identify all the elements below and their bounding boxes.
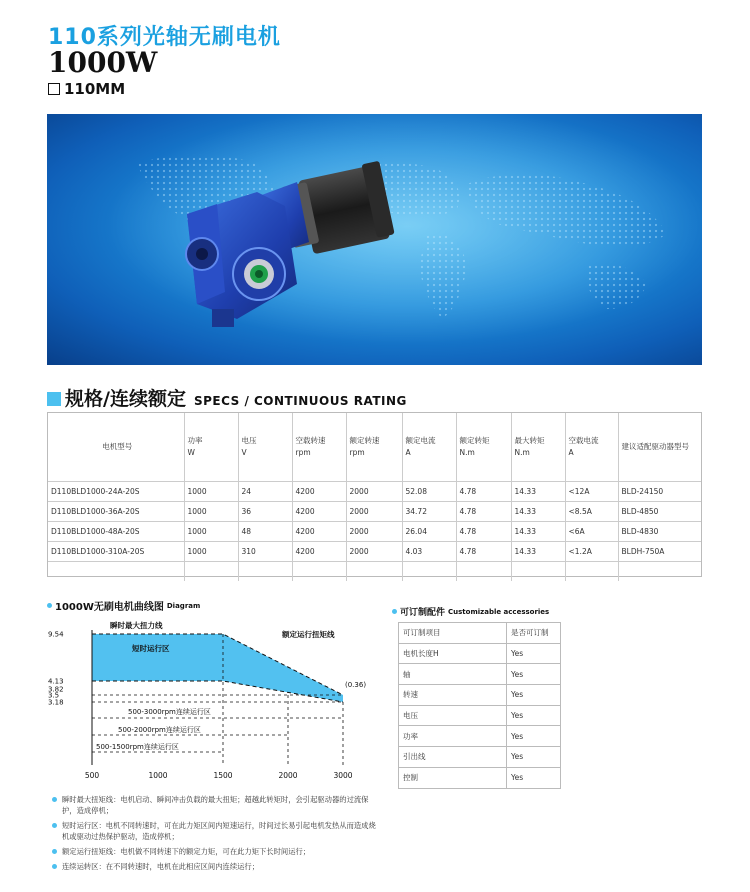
note-text: 额定运行扭矩线：电机做不同转速下的额定力矩，可在此力矩下长时间运行； bbox=[62, 847, 311, 856]
table-row bbox=[48, 541, 701, 561]
curve-heading bbox=[47, 598, 200, 613]
cell: 4200 bbox=[292, 521, 346, 541]
y-tick-label: 3.18 bbox=[48, 698, 64, 707]
cell: 电压 bbox=[399, 705, 507, 726]
cell: Yes bbox=[507, 685, 561, 706]
curve-title-cn: 1000W无刷电机曲线图 bbox=[55, 602, 164, 613]
series-title: 110系列光轴无刷电机 bbox=[48, 25, 281, 50]
specs-table bbox=[48, 413, 701, 581]
cell: 2000 bbox=[346, 521, 402, 541]
curve-title-en: Diagram bbox=[166, 601, 201, 610]
list-item bbox=[52, 861, 382, 872]
cell: <12A bbox=[565, 481, 618, 501]
col-header: 最大转矩 N.m bbox=[511, 413, 565, 481]
cell: 1000 bbox=[184, 521, 238, 541]
short-zone-area bbox=[92, 634, 343, 702]
table-row bbox=[399, 685, 561, 706]
cell: 功率 bbox=[399, 726, 507, 747]
short-zone-label: 短时运行区 bbox=[132, 644, 170, 653]
cell: 4200 bbox=[292, 481, 346, 501]
cell: 36 bbox=[238, 501, 292, 521]
list-item bbox=[52, 846, 382, 857]
list-item bbox=[52, 794, 382, 816]
cell: 转速 bbox=[399, 685, 507, 706]
col-header: 是否可订制 bbox=[507, 623, 561, 644]
cell: 14.33 bbox=[511, 501, 565, 521]
col-header: 空载电流 A bbox=[565, 413, 618, 481]
y-tick-label: 3.82 bbox=[48, 685, 64, 694]
cell: Yes bbox=[507, 664, 561, 685]
cell: 24 bbox=[238, 481, 292, 501]
accessories-title-en: Customizable accessories bbox=[448, 607, 550, 616]
zone-1500-label: 500-1500rpm连续运行区 bbox=[96, 743, 179, 751]
square-bullet-icon bbox=[47, 392, 61, 406]
end-annotation: (0.36) bbox=[345, 681, 367, 689]
cell: 1000 bbox=[184, 501, 238, 521]
accessories-header-row bbox=[399, 623, 561, 644]
specs-title-en: SPECS / CONTINUOUS RATING bbox=[193, 394, 407, 408]
table-row bbox=[399, 747, 561, 768]
specs-table-container bbox=[47, 412, 702, 577]
dot-bullet-icon bbox=[52, 823, 57, 828]
y-tick-label: 9.54 bbox=[48, 630, 64, 639]
cell: 4.78 bbox=[456, 481, 511, 501]
cell: 电机长度H bbox=[399, 643, 507, 664]
table-row bbox=[399, 767, 561, 788]
x-tick-label: 2000 bbox=[278, 771, 298, 780]
cell: BLD-4850 bbox=[618, 501, 701, 521]
cell: 14.33 bbox=[511, 521, 565, 541]
peak-line-label: 瞬时最大扭力线 bbox=[110, 621, 163, 630]
chart-notes bbox=[52, 794, 382, 876]
col-header: 电机型号 bbox=[48, 413, 184, 481]
cell: 2000 bbox=[346, 481, 402, 501]
y-tick-label: 3.5 bbox=[48, 691, 60, 700]
cell: BLD-4830 bbox=[618, 521, 701, 541]
col-header: 电压 V bbox=[238, 413, 292, 481]
col-header: 额定转速 rpm bbox=[346, 413, 402, 481]
cell: <6A bbox=[565, 521, 618, 541]
table-row bbox=[399, 664, 561, 685]
cell: <8.5A bbox=[565, 501, 618, 521]
cell: Yes bbox=[507, 767, 561, 788]
col-header: 功率 W bbox=[184, 413, 238, 481]
dot-bullet-icon bbox=[52, 849, 57, 854]
x-tick-label: 3000 bbox=[333, 771, 353, 780]
x-tick-label: 1000 bbox=[148, 771, 168, 780]
cell: 4.03 bbox=[402, 541, 456, 561]
cell: D110BLD1000-48A-20S bbox=[48, 521, 184, 541]
cell: 52.08 bbox=[402, 481, 456, 501]
accessories-title-cn: 可订制配件 bbox=[400, 608, 446, 618]
col-header: 建议适配驱动器型号 bbox=[621, 441, 689, 451]
cell: D110BLD1000-24A-20S bbox=[48, 481, 184, 501]
cell: Yes bbox=[507, 747, 561, 768]
specs-header-row bbox=[48, 413, 701, 481]
table-row-empty bbox=[48, 561, 701, 581]
cell: D110BLD1000-310A-20S bbox=[48, 541, 184, 561]
accessories-heading bbox=[392, 605, 549, 618]
banner-illustration bbox=[47, 114, 702, 365]
cell: 1000 bbox=[184, 481, 238, 501]
accessories-table-container bbox=[398, 622, 561, 789]
col-header: 额定电流 A bbox=[402, 413, 456, 481]
cell: 控制 bbox=[399, 767, 507, 788]
col-header: 可订制项目 bbox=[399, 623, 507, 644]
list-item bbox=[52, 820, 382, 842]
cell: 4.78 bbox=[456, 501, 511, 521]
note-text: 连续运转区：在不同转速时，电机在此相应区间内连续运行； bbox=[62, 862, 260, 871]
cell: 2000 bbox=[346, 501, 402, 521]
table-row bbox=[399, 643, 561, 664]
x-tick-label: 1500 bbox=[213, 771, 233, 780]
cell: <1.2A bbox=[565, 541, 618, 561]
zone-3000-label: 500-3000rpm连续运行区 bbox=[128, 708, 211, 716]
cell: 1000 bbox=[184, 541, 238, 561]
torque-chart bbox=[40, 615, 367, 785]
cell: 轴 bbox=[399, 664, 507, 685]
cell: 4200 bbox=[292, 501, 346, 521]
zone-2000-label: 500-2000rpm连续运行区 bbox=[118, 726, 201, 734]
cell: 4.78 bbox=[456, 541, 511, 561]
dot-bullet-icon bbox=[47, 603, 52, 608]
frame-size-label: 110MM bbox=[64, 80, 126, 98]
dot-bullet-icon bbox=[392, 609, 397, 614]
cell: D110BLD1000-36A-20S bbox=[48, 501, 184, 521]
note-text: 短时运行区：电机不同转速时，可在此力矩区间内短速运行，时间过长易引起电机发热从而造成烧机或驱动过热保护驱动，造成停机； bbox=[62, 821, 376, 841]
dot-bullet-icon bbox=[52, 797, 57, 802]
cell: 26.04 bbox=[402, 521, 456, 541]
table-row bbox=[48, 481, 701, 501]
x-tick-labels bbox=[85, 771, 353, 780]
cell: 4.78 bbox=[456, 521, 511, 541]
note-text: 瞬时最大扭矩线：电机启动、瞬间冲击负载的最大扭矩；超越此转矩时，会引起驱动器的过流保护，造成停机； bbox=[62, 795, 369, 815]
cell: 4200 bbox=[292, 541, 346, 561]
cell: 引出线 bbox=[399, 747, 507, 768]
table-row bbox=[48, 501, 701, 521]
col-header: 额定转矩 N.m bbox=[456, 413, 511, 481]
square-icon bbox=[48, 83, 60, 95]
rated-line-label: 额定运行扭矩线 bbox=[282, 630, 335, 639]
cell: Yes bbox=[507, 643, 561, 664]
cell: Yes bbox=[507, 726, 561, 747]
specs-heading bbox=[47, 384, 407, 411]
y-tick-labels bbox=[48, 631, 64, 707]
cell: 14.33 bbox=[511, 541, 565, 561]
cell: 2000 bbox=[346, 541, 402, 561]
cell: 34.72 bbox=[402, 501, 456, 521]
cell: 14.33 bbox=[511, 481, 565, 501]
dot-bullet-icon bbox=[52, 864, 57, 869]
col-header: 空载转速 rpm bbox=[292, 413, 346, 481]
cell: 48 bbox=[238, 521, 292, 541]
cell: 310 bbox=[238, 541, 292, 561]
frame-size bbox=[48, 80, 125, 98]
table-row bbox=[48, 521, 701, 541]
cell: BLDH-750A bbox=[618, 541, 701, 561]
specs-title-cn: 规格/连续额定 bbox=[65, 388, 186, 410]
x-tick-label: 500 bbox=[84, 771, 100, 780]
cell: BLD-24150 bbox=[618, 481, 701, 501]
y-tick-label: 4.13 bbox=[48, 677, 64, 686]
table-row bbox=[399, 705, 561, 726]
power-title: 1000W bbox=[48, 46, 158, 79]
cell: Yes bbox=[507, 705, 561, 726]
accessories-table bbox=[398, 622, 561, 789]
table-row bbox=[399, 726, 561, 747]
product-banner bbox=[47, 114, 702, 365]
